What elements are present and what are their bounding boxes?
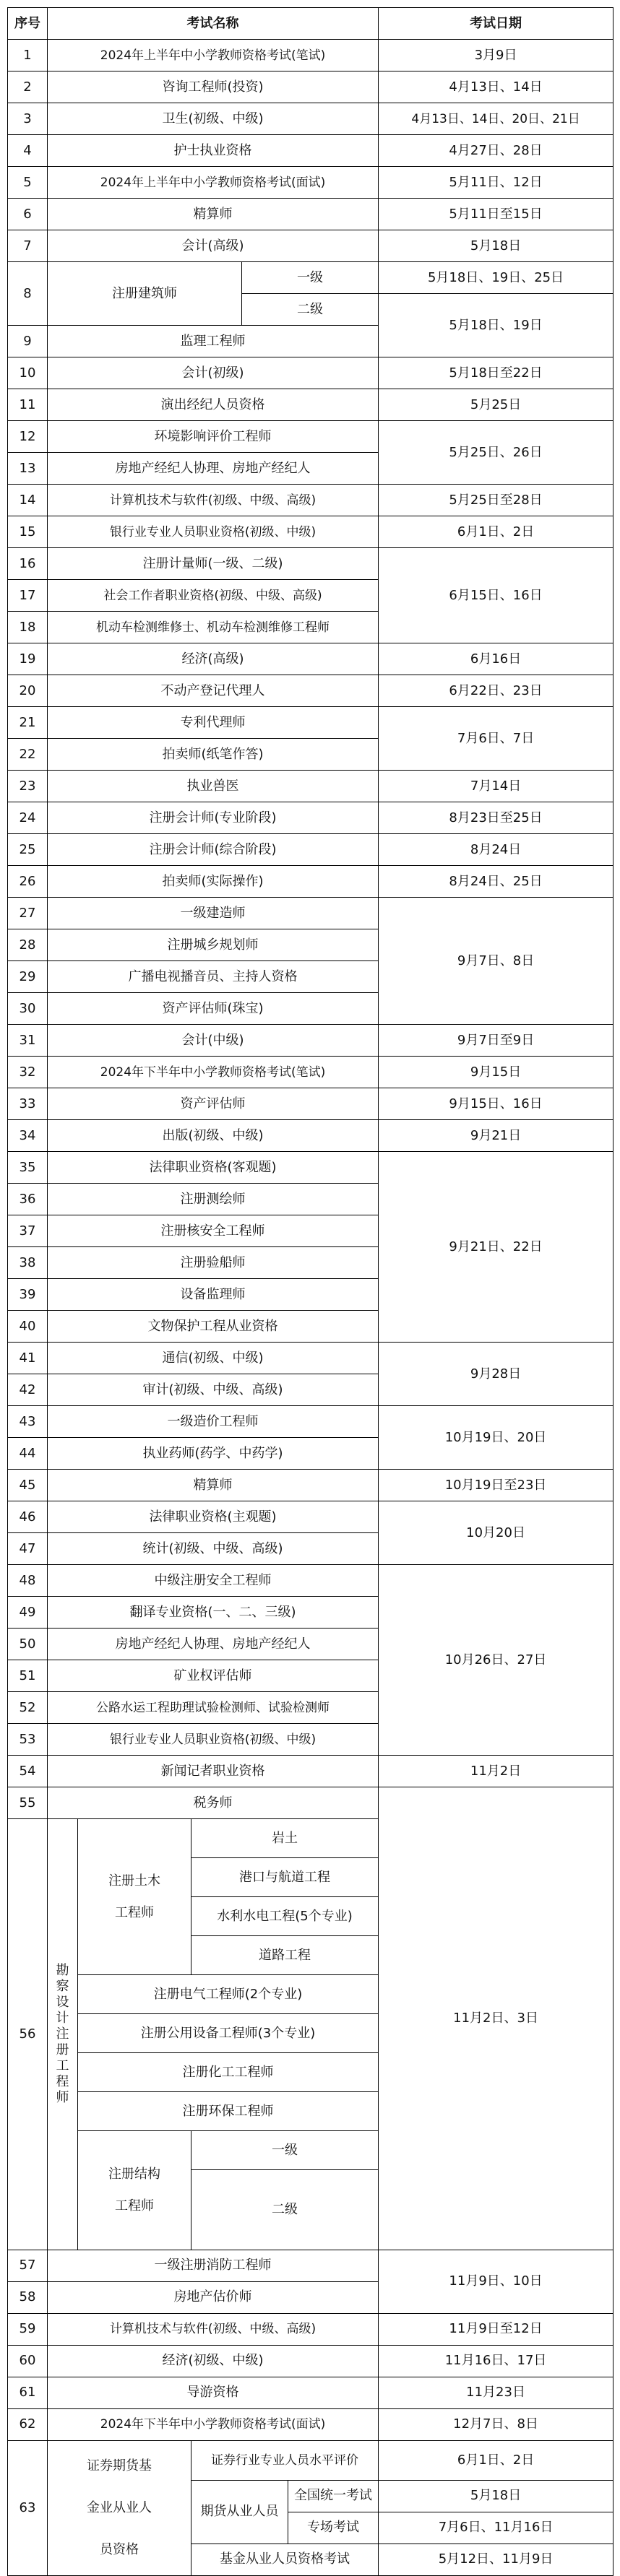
exam-date: 3月9日 bbox=[379, 40, 613, 71]
row-no: 57 bbox=[8, 2250, 48, 2281]
table-row bbox=[8, 357, 613, 389]
exam-name: 翻译专业资格(一、二、三级) bbox=[48, 1597, 379, 1629]
exam-name: 中级注册安全工程师 bbox=[48, 1565, 379, 1597]
table-row bbox=[8, 1470, 613, 1501]
exam-date: 7月6日、7日 bbox=[379, 707, 613, 771]
table-row bbox=[8, 389, 613, 421]
table-row bbox=[8, 675, 613, 707]
civil-item: 港口与航道工程 bbox=[191, 1858, 379, 1897]
exam-date: 6月15日、16日 bbox=[379, 548, 613, 643]
exam-name: 资产评估师(珠宝) bbox=[48, 993, 379, 1025]
exam-name: 护士执业资格 bbox=[48, 135, 379, 167]
exam-date: 5月11日、12日 bbox=[379, 167, 613, 199]
table-row bbox=[8, 834, 613, 866]
exam-date: 11月16日、17日 bbox=[379, 2345, 613, 2377]
table-row bbox=[8, 135, 613, 167]
table-row bbox=[8, 1787, 613, 1819]
exam-name: 精算师 bbox=[48, 1470, 379, 1501]
civil-engineer-label: 注册土木 工程师 bbox=[78, 1819, 191, 1975]
exam-name: 专利代理师 bbox=[48, 707, 379, 739]
exam-date: 5月11日至15日 bbox=[379, 199, 613, 230]
row-no: 27 bbox=[8, 898, 48, 929]
row-no: 29 bbox=[8, 961, 48, 993]
row-no: 12 bbox=[8, 421, 48, 453]
exam-date: 7月6日、11月16日 bbox=[379, 2512, 613, 2544]
exam-date: 10月26日、27日 bbox=[379, 1565, 613, 1756]
row-no: 40 bbox=[8, 1311, 48, 1343]
exam-date: 5月25日 bbox=[379, 389, 613, 421]
row-no: 6 bbox=[8, 199, 48, 230]
engineer-item: 注册电气工程师(2个专业) bbox=[78, 1975, 379, 2014]
table-row bbox=[8, 1120, 613, 1152]
exam-name: 注册核安全工程师 bbox=[48, 1215, 379, 1247]
exam-name: 房地产经纪人协理、房地产经纪人 bbox=[48, 453, 379, 485]
exam-name: 法律职业资格(主观题) bbox=[48, 1501, 379, 1533]
exam-name: 注册城乡规划师 bbox=[48, 929, 379, 961]
exam-name: 资产评估师 bbox=[48, 1088, 379, 1120]
exam-name: 环境影响评价工程师 bbox=[48, 421, 379, 453]
exam-sub-level: 二级 bbox=[242, 294, 379, 326]
table-row bbox=[8, 548, 613, 580]
exam-name: 注册会计师(专业阶段) bbox=[48, 802, 379, 834]
table-row bbox=[8, 1406, 613, 1438]
row-no: 54 bbox=[8, 1756, 48, 1787]
row-no: 60 bbox=[8, 2345, 48, 2377]
row-no: 18 bbox=[8, 612, 48, 643]
exam-name: 审计(初级、中级、高级) bbox=[48, 1374, 379, 1406]
row-no: 56 bbox=[8, 1819, 48, 2250]
table-row bbox=[8, 516, 613, 548]
exam-date: 5月18日、19日、25日 bbox=[379, 262, 613, 294]
row-no: 62 bbox=[8, 2408, 48, 2440]
exam-date: 7月14日 bbox=[379, 771, 613, 802]
exam-name: 房地产估价师 bbox=[48, 2281, 379, 2313]
table-row bbox=[8, 230, 613, 262]
exam-name: 文物保护工程从业资格 bbox=[48, 1311, 379, 1343]
exam-name: 监理工程师 bbox=[48, 326, 379, 357]
futures-exam: 期货从业人员 bbox=[191, 2480, 288, 2544]
row-no: 4 bbox=[8, 135, 48, 167]
exam-name: 矿业权评估师 bbox=[48, 1660, 379, 1692]
exam-name: 注册验船师 bbox=[48, 1247, 379, 1279]
exam-date: 10月19日、20日 bbox=[379, 1406, 613, 1470]
engineer-item: 注册环保工程师 bbox=[78, 2092, 379, 2131]
row-no: 32 bbox=[8, 1057, 48, 1088]
exam-name: 演出经纪人员资格 bbox=[48, 389, 379, 421]
exam-name: 注册建筑师 bbox=[48, 262, 242, 326]
exam-date: 9月15日、16日 bbox=[379, 1088, 613, 1120]
row-no: 59 bbox=[8, 2313, 48, 2345]
exam-name: 2024年上半年中小学教师资格考试(笔试) bbox=[48, 40, 379, 71]
exam-date: 11月9日至12日 bbox=[379, 2313, 613, 2345]
table-row bbox=[8, 199, 613, 230]
header-row bbox=[8, 8, 613, 40]
row-no: 30 bbox=[8, 993, 48, 1025]
row-no: 53 bbox=[8, 1724, 48, 1756]
table-row bbox=[8, 2408, 613, 2440]
exam-name: 精算师 bbox=[48, 199, 379, 230]
row-no: 55 bbox=[8, 1787, 48, 1819]
exam-date: 5月18日 bbox=[379, 2480, 613, 2512]
row-no: 19 bbox=[8, 643, 48, 675]
fund-exam: 基金从业人员资格考试 bbox=[191, 2544, 379, 2575]
exam-date: 10月19日至23日 bbox=[379, 1470, 613, 1501]
exam-date: 8月24日 bbox=[379, 834, 613, 866]
exam-date: 11月9日、10日 bbox=[379, 2250, 613, 2313]
exam-date: 4月27日、28日 bbox=[379, 135, 613, 167]
exam-name: 社会工作者职业资格(初级、中级、高级) bbox=[48, 580, 379, 612]
exam-date: 10月20日 bbox=[379, 1501, 613, 1565]
exam-name: 一级建造师 bbox=[48, 898, 379, 929]
exam-schedule-table bbox=[7, 7, 613, 2250]
exam-date: 11月2日 bbox=[379, 1756, 613, 1787]
exam-name: 2024年下半年中小学教师资格考试(面试) bbox=[48, 2408, 379, 2440]
table-row bbox=[8, 2345, 613, 2377]
exam-date: 5月18日 bbox=[379, 230, 613, 262]
table-row bbox=[8, 1343, 613, 1374]
engineer-item: 注册公用设备工程师(3个专业) bbox=[78, 2014, 379, 2053]
exam-date: 9月7日、8日 bbox=[379, 898, 613, 1025]
exam-date: 9月15日 bbox=[379, 1057, 613, 1088]
securities-exam: 证券行业专业人员水平评价 bbox=[191, 2440, 379, 2480]
row-no: 36 bbox=[8, 1184, 48, 1215]
exam-name: 税务师 bbox=[48, 1787, 379, 1819]
exam-name: 银行业专业人员职业资格(初级、中级) bbox=[48, 1724, 379, 1756]
table-row bbox=[8, 40, 613, 71]
row-no: 38 bbox=[8, 1247, 48, 1279]
exam-name: 2024年上半年中小学教师资格考试(面试) bbox=[48, 167, 379, 199]
structural-engineer-label: 注册结构 工程师 bbox=[78, 2131, 191, 2250]
exam-date: 9月7日至9日 bbox=[379, 1025, 613, 1057]
exam-date: 5月25日至28日 bbox=[379, 485, 613, 516]
row-no: 25 bbox=[8, 834, 48, 866]
table-row bbox=[8, 485, 613, 516]
exam-date: 4月13日、14日、20日、21日 bbox=[379, 103, 613, 135]
header-date: 考试日期 bbox=[379, 8, 613, 40]
row-no: 35 bbox=[8, 1152, 48, 1184]
exam-date: 11月2日、3日 bbox=[379, 1787, 613, 2250]
exam-name: 设备监理师 bbox=[48, 1279, 379, 1311]
row-no: 41 bbox=[8, 1343, 48, 1374]
civil-item: 道路工程 bbox=[191, 1936, 379, 1975]
exam-name: 2024年下半年中小学教师资格考试(笔试) bbox=[48, 1057, 379, 1088]
exam-name: 计算机技术与软件(初级、中级、高级) bbox=[48, 485, 379, 516]
row-no: 14 bbox=[8, 485, 48, 516]
futures-special-exam: 专场考试 bbox=[288, 2512, 379, 2544]
row-no: 61 bbox=[8, 2377, 48, 2408]
exam-name: 广播电视播音员、主持人资格 bbox=[48, 961, 379, 993]
row-no: 48 bbox=[8, 1565, 48, 1597]
exam-date: 5月25日、26日 bbox=[379, 421, 613, 485]
row-no: 3 bbox=[8, 103, 48, 135]
table-row bbox=[8, 1756, 613, 1787]
exam-date: 8月24日、25日 bbox=[379, 866, 613, 898]
row-no: 45 bbox=[8, 1470, 48, 1501]
table-row bbox=[8, 643, 613, 675]
table-row bbox=[8, 262, 613, 294]
exam-name: 出版(初级、中级) bbox=[48, 1120, 379, 1152]
row-no: 43 bbox=[8, 1406, 48, 1438]
engineer-item: 注册化工工程师 bbox=[78, 2053, 379, 2092]
table-row bbox=[8, 2440, 613, 2480]
row-no: 17 bbox=[8, 580, 48, 612]
row-no: 52 bbox=[8, 1692, 48, 1724]
exam-name: 计算机技术与软件(初级、中级、高级) bbox=[48, 2313, 379, 2345]
exam-name: 会计(高级) bbox=[48, 230, 379, 262]
vertical-group-label: 勘 察 设 计 注 册 工 程 师 bbox=[48, 1819, 78, 2250]
exam-name: 公路水运工程助理试验检测师、试验检测师 bbox=[48, 1692, 379, 1724]
exam-name: 通信(初级、中级) bbox=[48, 1343, 379, 1374]
exam-date: 4月13日、14日 bbox=[379, 71, 613, 103]
row-no: 21 bbox=[8, 707, 48, 739]
table-row bbox=[8, 2250, 613, 2281]
exam-date: 9月21日 bbox=[379, 1120, 613, 1152]
row-no: 50 bbox=[8, 1629, 48, 1660]
exam-date: 6月1日、2日 bbox=[379, 2440, 613, 2480]
row-no: 47 bbox=[8, 1533, 48, 1565]
row-no: 1 bbox=[8, 40, 48, 71]
table-row bbox=[8, 71, 613, 103]
exam-date: 11月23日 bbox=[379, 2377, 613, 2408]
table-row bbox=[8, 1057, 613, 1088]
civil-item: 水利水电工程(5个专业) bbox=[191, 1897, 379, 1936]
table-row bbox=[8, 1088, 613, 1120]
row-no: 37 bbox=[8, 1215, 48, 1247]
exam-name: 一级注册消防工程师 bbox=[48, 2250, 379, 2281]
row-no: 20 bbox=[8, 675, 48, 707]
table-row bbox=[8, 771, 613, 802]
exam-name: 机动车检测维修士、机动车检测维修工程师 bbox=[48, 612, 379, 643]
row-no: 11 bbox=[8, 389, 48, 421]
exam-name: 房地产经纪人协理、房地产经纪人 bbox=[48, 1629, 379, 1660]
table-row bbox=[8, 1565, 613, 1597]
exam-date: 9月21日、22日 bbox=[379, 1152, 613, 1343]
row-no: 42 bbox=[8, 1374, 48, 1406]
row-no: 46 bbox=[8, 1501, 48, 1533]
table-row bbox=[8, 103, 613, 135]
row-no: 51 bbox=[8, 1660, 48, 1692]
row-no: 28 bbox=[8, 929, 48, 961]
exam-name: 执业药师(药学、中药学) bbox=[48, 1438, 379, 1470]
row-no: 49 bbox=[8, 1597, 48, 1629]
exam-date: 9月28日 bbox=[379, 1343, 613, 1406]
row-no: 2 bbox=[8, 71, 48, 103]
exam-name: 注册计量师(一级、二级) bbox=[48, 548, 379, 580]
exam-name: 卫生(初级、中级) bbox=[48, 103, 379, 135]
row-no: 13 bbox=[8, 453, 48, 485]
exam-name: 拍卖师(实际操作) bbox=[48, 866, 379, 898]
row-no: 16 bbox=[8, 548, 48, 580]
row-no: 15 bbox=[8, 516, 48, 548]
row-no: 24 bbox=[8, 802, 48, 834]
exam-name: 咨询工程师(投资) bbox=[48, 71, 379, 103]
table-row bbox=[8, 1501, 613, 1533]
row-no: 44 bbox=[8, 1438, 48, 1470]
futures-national-exam: 全国统一考试 bbox=[288, 2480, 379, 2512]
exam-date: 6月22日、23日 bbox=[379, 675, 613, 707]
table-row bbox=[8, 898, 613, 929]
table-row bbox=[8, 802, 613, 834]
exam-name: 注册测绘师 bbox=[48, 1184, 379, 1215]
exam-date: 6月1日、2日 bbox=[379, 516, 613, 548]
row-no: 7 bbox=[8, 230, 48, 262]
exam-name: 统计(初级、中级、高级) bbox=[48, 1533, 379, 1565]
exam-name: 经济(高级) bbox=[48, 643, 379, 675]
row-no: 31 bbox=[8, 1025, 48, 1057]
table-row bbox=[8, 421, 613, 453]
exam-name: 银行业专业人员职业资格(初级、中级) bbox=[48, 516, 379, 548]
exam-name: 导游资格 bbox=[48, 2377, 379, 2408]
row-no: 33 bbox=[8, 1088, 48, 1120]
row-no: 22 bbox=[8, 739, 48, 771]
exam-date: 6月16日 bbox=[379, 643, 613, 675]
table-row bbox=[8, 2313, 613, 2345]
exam-name: 执业兽医 bbox=[48, 771, 379, 802]
header-no: 序号 bbox=[8, 8, 48, 40]
row-no: 5 bbox=[8, 167, 48, 199]
exam-name: 法律职业资格(客观题) bbox=[48, 1152, 379, 1184]
exam-name: 拍卖师(纸笔作答) bbox=[48, 739, 379, 771]
table-row bbox=[8, 1152, 613, 1184]
exam-name: 不动产登记代理人 bbox=[48, 675, 379, 707]
row-no: 34 bbox=[8, 1120, 48, 1152]
exam-schedule-table-continued bbox=[7, 2250, 613, 2576]
row-no: 23 bbox=[8, 771, 48, 802]
row-no: 10 bbox=[8, 357, 48, 389]
exam-name: 注册会计师(综合阶段) bbox=[48, 834, 379, 866]
exam-date: 5月12日、11月9日 bbox=[379, 2544, 613, 2575]
table-row bbox=[8, 866, 613, 898]
exam-name: 会计(中级) bbox=[48, 1025, 379, 1057]
row-no: 39 bbox=[8, 1279, 48, 1311]
row-no: 58 bbox=[8, 2281, 48, 2313]
exam-name: 经济(初级、中级) bbox=[48, 2345, 379, 2377]
exam-name: 会计(初级) bbox=[48, 357, 379, 389]
table-row bbox=[8, 1025, 613, 1057]
exam-sub-level: 一级 bbox=[242, 262, 379, 294]
row-no: 26 bbox=[8, 866, 48, 898]
exam-date: 12月7日、8日 bbox=[379, 2408, 613, 2440]
row-no: 8 bbox=[8, 262, 48, 326]
exam-name: 一级造价工程师 bbox=[48, 1406, 379, 1438]
row-no: 63 bbox=[8, 2440, 48, 2575]
row-no: 9 bbox=[8, 326, 48, 357]
exam-date: 5月18日至22日 bbox=[379, 357, 613, 389]
exam-date: 8月23日至25日 bbox=[379, 802, 613, 834]
exam-date: 5月18日、19日 bbox=[379, 294, 613, 357]
exam-name: 新闻记者职业资格 bbox=[48, 1756, 379, 1787]
structural-level: 一级 bbox=[191, 2131, 379, 2170]
header-name: 考试名称 bbox=[48, 8, 379, 40]
table-row bbox=[8, 707, 613, 739]
structural-level: 二级 bbox=[191, 2170, 379, 2250]
table-row bbox=[8, 167, 613, 199]
securities-group-label: 证券期货基 金业从业人 员资格 bbox=[48, 2440, 191, 2575]
table-row bbox=[8, 2377, 613, 2408]
civil-item: 岩土 bbox=[191, 1819, 379, 1858]
